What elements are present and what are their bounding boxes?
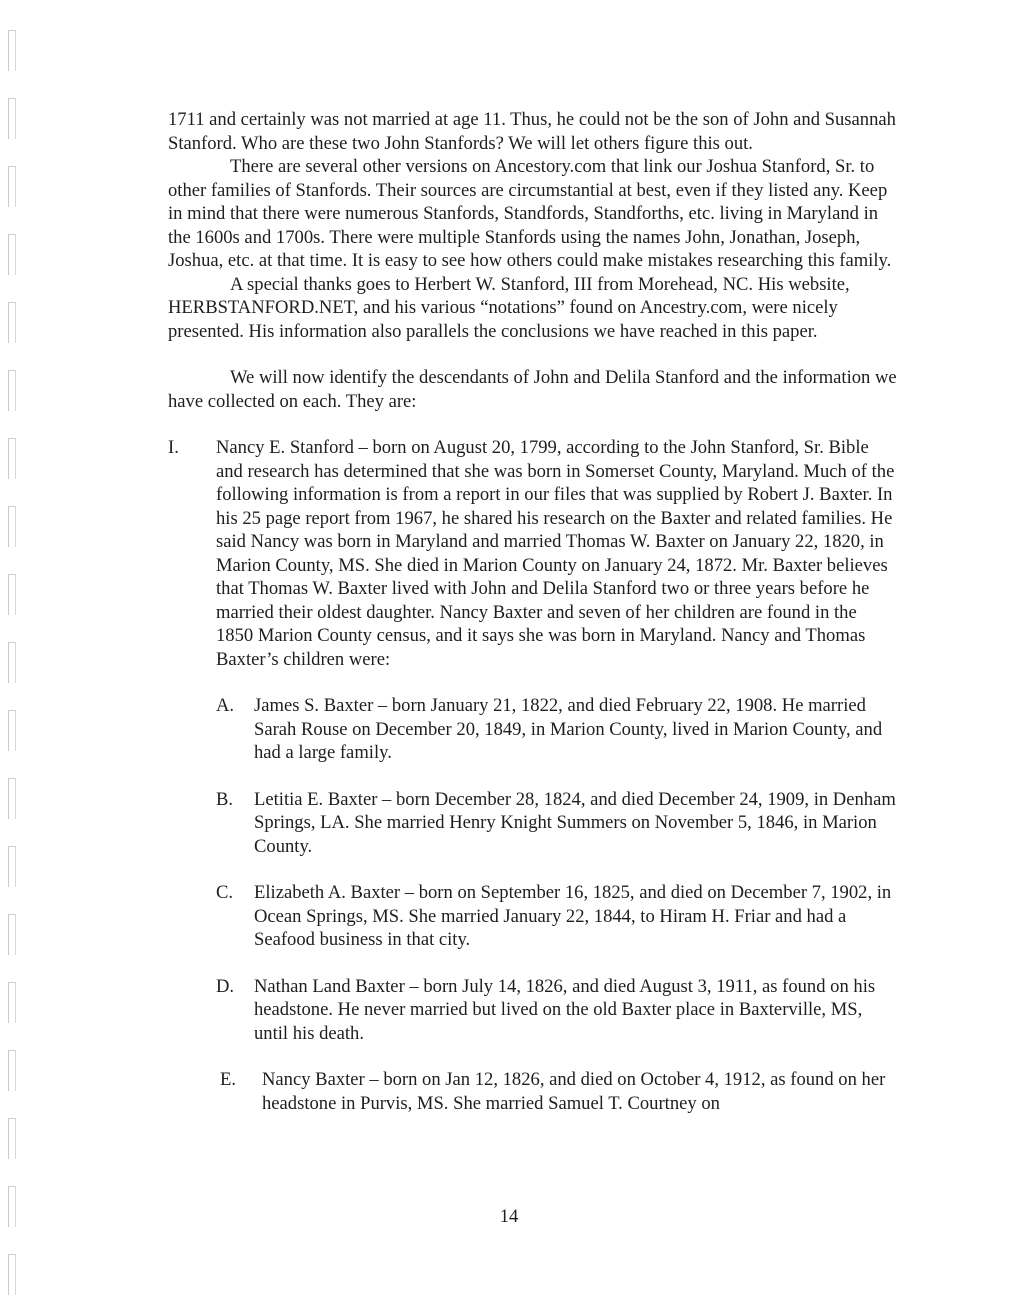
list-marker: E. (220, 1069, 237, 1090)
binder-hole (8, 438, 16, 479)
list-marker: I. (168, 437, 179, 458)
list-item-child (216, 881, 898, 952)
list-item-text: Elizabeth A. Baxter – born on September 16, 1825, and died on December 7, 1902, in Ocean Springs, MS. She married January 22, 1844, to Hiram H. Friar and had a Seafood business in that city. (254, 882, 892, 950)
list-item-text: Nathan Land Baxter – born July 14, 1826, and died August 3, 1911, as found on his headstone. He never married but lived on the old Baxter place in Baxterville, MS, until his death. (254, 975, 876, 1044)
page-number: 14 (499, 1206, 519, 1227)
binder-hole (8, 506, 16, 547)
list-marker: A. (216, 695, 235, 716)
binder-hole-marks (4, 30, 20, 1300)
binder-hole (8, 30, 16, 71)
list-item-child (216, 694, 898, 765)
paragraph-ancestry-versions: There are several other versions on Ancestory.com that link our Joshua Stanford, Sr. to other families of Stanfords. Their sources are circumstantial at best, even if they listed any. Keep in mind that there were numerous Stanfords, Standfords, Standforths, etc. living in Maryland in the 1600s and 1700s. There were multiple Stanfords using the names John, Jonathan, Joseph, Joshua, etc. at that time. It is easy to see how others could make mistakes researching this family. (168, 156, 892, 271)
list-marker: C. (216, 882, 234, 903)
list-item-text: Letitia E. Baxter – born December 28, 1824, and died December 24, 1909, in Denham Springs, LA. She married Henry Knight Summers on November 5, 1846, in Marion County. (254, 788, 896, 857)
binder-hole (8, 982, 16, 1023)
page-body (168, 108, 898, 1138)
list-item-text: Nancy E. Stanford – born on August 20, 1799, according to the John Stanford, Sr. Bible and research has determined that she was born in Somerset County, Maryland. Much of the following information is from a report in our files that was supplied by Robert J. Baxter. In his 25 page report from 1967, he shared his research on the Baxter and related families. He said Nancy was born in Maryland and married Thomas W. Baxter on January 22, 1820, in Marion County, MS. She died in Marion County on January 24, 1872. Mr. Baxter believes that Thomas W. Baxter lived with John and Delila Stanford two or three years before he married their oldest daughter. Nancy Baxter and seven of her children are found in the 1850 Marion County census, and it says she was born in Maryland. Nancy and Thomas Baxter’s children were: (216, 437, 895, 670)
list-item-child (216, 975, 898, 1046)
children-list (168, 694, 898, 1115)
binder-hole (8, 234, 16, 275)
binder-hole (8, 166, 16, 207)
binder-hole (8, 1050, 16, 1091)
binder-hole (8, 370, 16, 411)
binder-hole (8, 302, 16, 343)
paragraph-descendants-intro: We will now identify the descendants of John and Delila Stanford and the information we have collected on each. They are: (168, 367, 897, 412)
list-item-text: Nancy Baxter – born on Jan 12, 1826, and died on October 4, 1912, as found on her headstone in Purvis, MS. She married Samuel T. Courtney on (262, 1069, 886, 1114)
binder-hole (8, 778, 16, 819)
binder-hole (8, 1254, 16, 1295)
binder-hole (8, 642, 16, 683)
list-item-text: James S. Baxter – born January 21, 1822, and died February 22, 1908. He married Sarah Rouse on December 20, 1849, in Marion County, lived in Marion County, and had a large family. (254, 695, 883, 763)
binder-hole (8, 98, 16, 139)
binder-hole (8, 710, 16, 751)
binder-hole (8, 914, 16, 955)
list-item-child (216, 788, 898, 859)
list-marker: D. (216, 975, 235, 997)
binder-hole (8, 574, 16, 615)
list-item-child (220, 1068, 898, 1115)
paragraph-continuation: 1711 and certainly was not married at age 11. Thus, he could not be the son of John and Susannah Stanford. Who are these two John Stanfords? We will let others figure this out. (168, 109, 896, 154)
list-item-nancy-e-stanford (168, 436, 898, 671)
binder-hole (8, 846, 16, 887)
list-marker: B. (216, 788, 234, 810)
paragraph-special-thanks: A special thanks goes to Herbert W. Stanford, III from Morehead, NC. His website, HERBSTANFORD.NET, and his various “notations” found on Ancestry.com, were nicely presented. His information also parallels the conclusions we have reached in this paper. (168, 273, 850, 342)
binder-hole (8, 1118, 16, 1159)
